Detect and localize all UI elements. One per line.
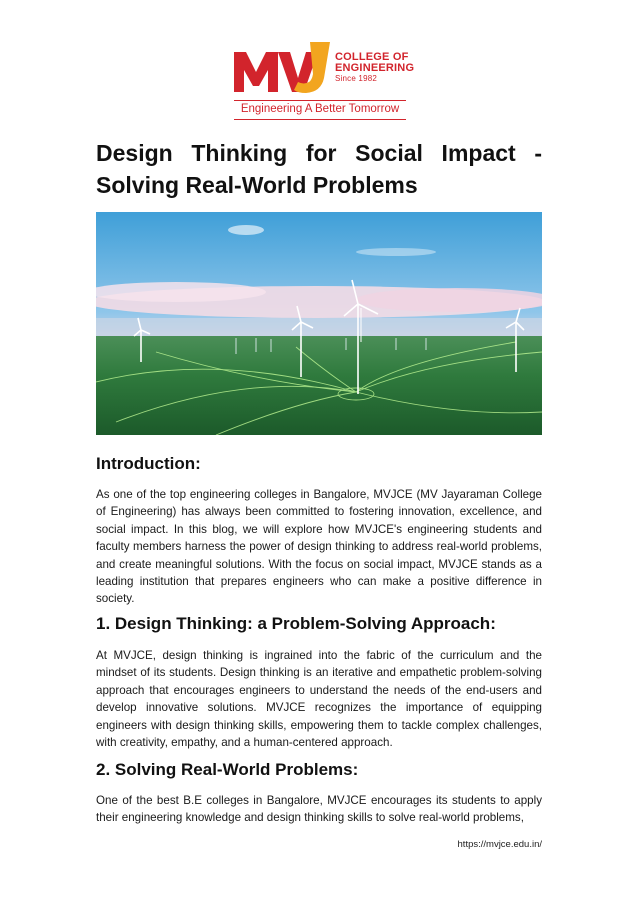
mvj-logo-mark (232, 38, 332, 96)
college-logo (232, 38, 415, 122)
section-heading-real-world-problems: 2. Solving Real-World Problems: (96, 760, 359, 779)
logo-line2: ENGINEERING (335, 62, 415, 74)
section-body-real-world-problems: One of the best B.E colleges in Bangalore, MVJCE encourages its students to apply their engineering knowledge and design thinking skills to solve real-world problems, (96, 794, 542, 825)
section-heading-introduction: Introduction: (96, 454, 201, 473)
section-heading-design-thinking: 1. Design Thinking: a Problem-Solving Approach: (96, 614, 496, 633)
logo-divider-bottom (234, 119, 406, 120)
section-body-design-thinking: At MVJCE, design thinking is ingrained into the fabric of the curriculum and the mindset of its students. Design thinking is an iterative and empathetic problem-solving approach that encourages engineers to understand the needs of the end-users and develop innovative solutions. MVJCE recognizes the importance of equipping engineers with design thinking skills, empowering them to tackle complex challenges, with creativity, empathy, and a human-centered approach. (96, 649, 542, 750)
logo-divider-top (234, 100, 406, 101)
logo-text (335, 52, 414, 84)
footer-url[interactable]: https://mvjce.edu.in/ (457, 839, 542, 850)
page-title: Design Thinking for Social Impact - Solving Real-World Problems (96, 140, 542, 198)
logo-line1: COLLEGE OF (335, 51, 409, 63)
section-body-introduction: As one of the top engineering colleges in Bangalore, MVJCE (MV Jayaraman College of Engineering) has always been committed to fostering innovation, excellence, and social impact. In this blog, we will explore how MVJCE's engineering students and faculty members harness the power of design thinking to address real-world problems, and create meaningful solutions. With the focus on social impact, MVJCE stands as a leading institution that prepares engineers who can make a positive difference in society. (96, 488, 542, 606)
logo-since: Since 1982 (335, 74, 378, 83)
hero-image-wind-turbines (96, 212, 542, 435)
logo-tagline: Engineering A Better Tomorrow (240, 103, 400, 115)
